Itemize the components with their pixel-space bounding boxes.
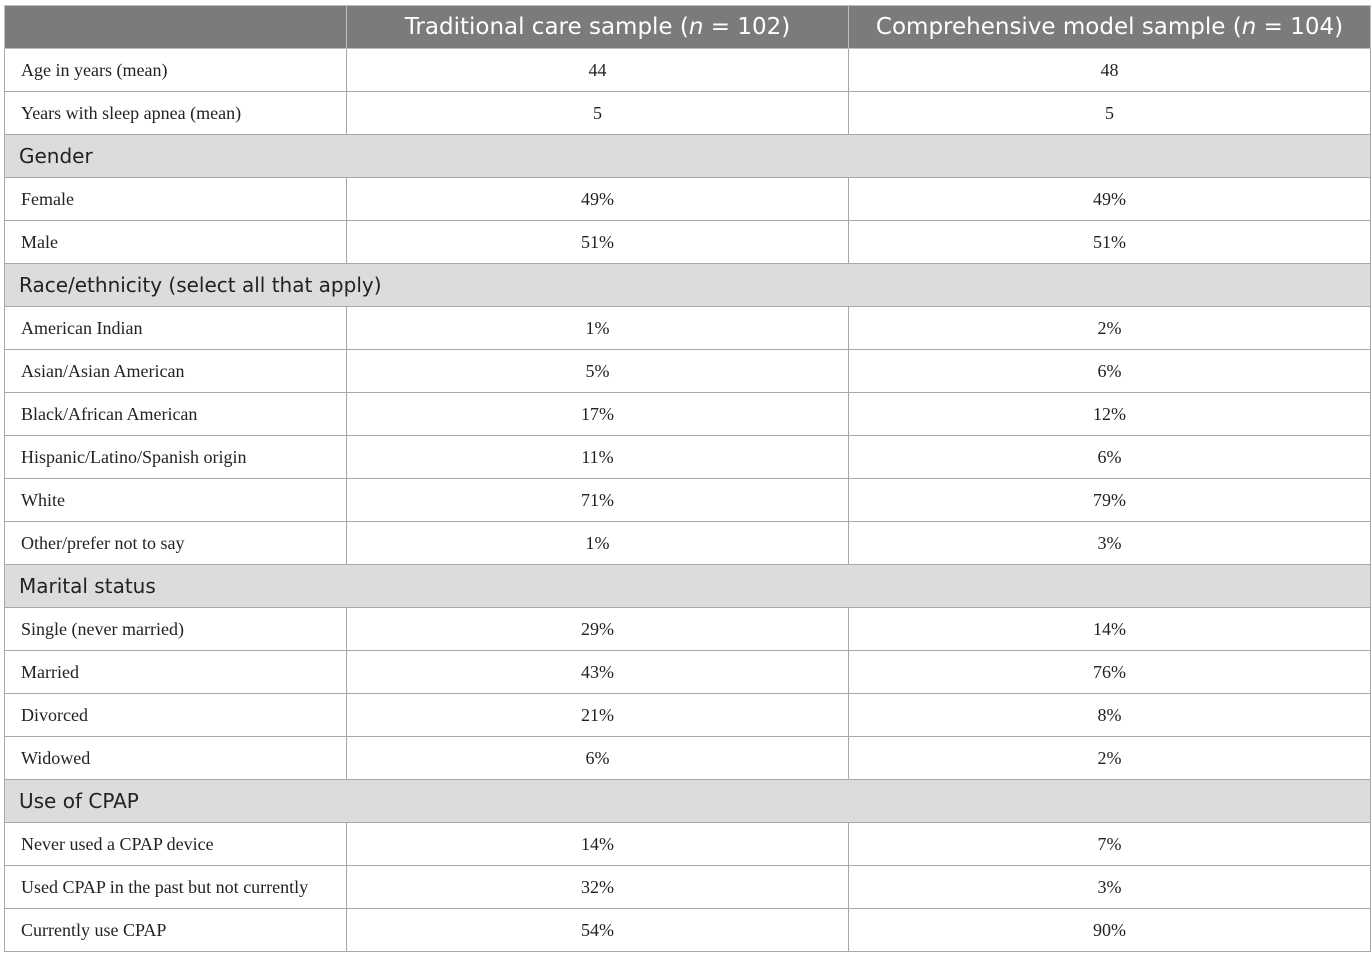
comprehensive-model-value: 76% [849,651,1371,694]
row-label: Female [5,178,347,221]
table-row [5,178,1371,221]
comprehensive-model-value: 5 [849,92,1371,135]
comprehensive-model-value: 2% [849,307,1371,350]
comprehensive-model-value: 7% [849,823,1371,866]
header-row [5,6,1371,49]
row-label: Hispanic/Latino/Spanish origin [5,436,347,479]
section-label: Race/ethnicity (select all that apply) [5,264,1371,307]
traditional-care-value: 71% [347,479,849,522]
traditional-care-value: 21% [347,694,849,737]
table-row [5,651,1371,694]
comprehensive-model-value: 49% [849,178,1371,221]
section-header-row [5,565,1371,608]
row-label: Widowed [5,737,347,780]
table-row [5,49,1371,92]
row-label: Currently use CPAP [5,909,347,952]
table-row [5,909,1371,952]
row-label: Never used a CPAP device [5,823,347,866]
comprehensive-model-value: 48 [849,49,1371,92]
header-comprehensive-model: Comprehensive model sample (n = 104) [849,6,1371,49]
table-row [5,221,1371,264]
comprehensive-model-value: 3% [849,866,1371,909]
traditional-care-value: 44 [347,49,849,92]
section-header-row [5,264,1371,307]
traditional-care-value: 5 [347,92,849,135]
comprehensive-model-value: 3% [849,522,1371,565]
section-label: Gender [5,135,1371,178]
table-row [5,694,1371,737]
comprehensive-model-value: 90% [849,909,1371,952]
comprehensive-model-value: 2% [849,737,1371,780]
table-row [5,479,1371,522]
row-label: Divorced [5,694,347,737]
table-row [5,866,1371,909]
row-label: Age in years (mean) [5,49,347,92]
comprehensive-model-value: 79% [849,479,1371,522]
comprehensive-model-value: 6% [849,350,1371,393]
row-label: Other/prefer not to say [5,522,347,565]
section-label: Marital status [5,565,1371,608]
table-row [5,92,1371,135]
row-label: Black/African American [5,393,347,436]
traditional-care-value: 6% [347,737,849,780]
comprehensive-model-value: 6% [849,436,1371,479]
traditional-care-value: 11% [347,436,849,479]
traditional-care-value: 29% [347,608,849,651]
row-label: Years with sleep apnea (mean) [5,92,347,135]
row-label: Married [5,651,347,694]
section-label: Use of CPAP [5,780,1371,823]
comprehensive-model-value: 8% [849,694,1371,737]
traditional-care-value: 43% [347,651,849,694]
header-empty-cell [5,6,347,49]
traditional-care-value: 17% [347,393,849,436]
row-label: Asian/Asian American [5,350,347,393]
table-row [5,823,1371,866]
row-label: Male [5,221,347,264]
table-row [5,737,1371,780]
comprehensive-model-value: 14% [849,608,1371,651]
table-row [5,350,1371,393]
comprehensive-model-value: 12% [849,393,1371,436]
table-row [5,307,1371,350]
row-label: Used CPAP in the past but not currently [5,866,347,909]
traditional-care-value: 5% [347,350,849,393]
traditional-care-value: 1% [347,307,849,350]
demographics-table [4,5,1371,952]
table-row [5,522,1371,565]
comprehensive-model-value: 51% [849,221,1371,264]
traditional-care-value: 51% [347,221,849,264]
traditional-care-value: 32% [347,866,849,909]
traditional-care-value: 54% [347,909,849,952]
table-row [5,436,1371,479]
traditional-care-value: 1% [347,522,849,565]
row-label: Single (never married) [5,608,347,651]
table-row [5,393,1371,436]
traditional-care-value: 14% [347,823,849,866]
table-row [5,608,1371,651]
row-label: White [5,479,347,522]
section-header-row [5,780,1371,823]
section-header-row [5,135,1371,178]
row-label: American Indian [5,307,347,350]
header-traditional-care: Traditional care sample (n = 102) [347,6,849,49]
traditional-care-value: 49% [347,178,849,221]
